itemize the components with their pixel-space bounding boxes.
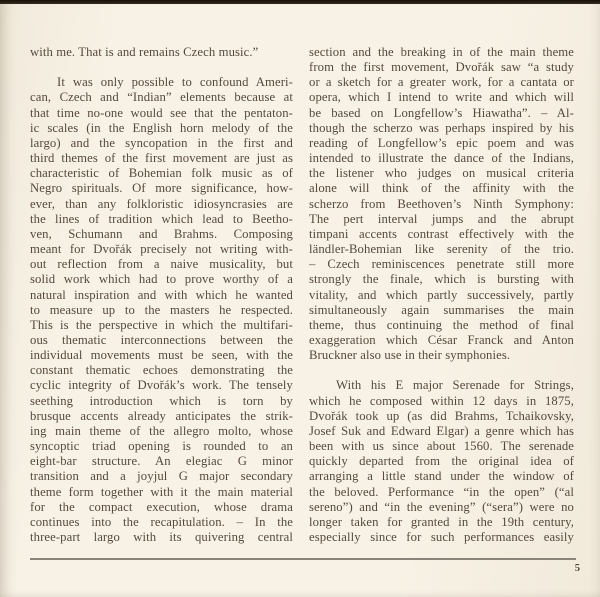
text-line: especially since for such performances easily bbox=[309, 530, 574, 544]
text-line: or a sketch for a greater work, for a cantata or bbox=[309, 75, 574, 90]
text-paragraph bbox=[30, 45, 293, 60]
text-line: With his E major Serenade for Strings, bbox=[336, 378, 574, 393]
text-line: be based on Longfellow’s Hiawatha”. – Al- bbox=[309, 105, 574, 120]
text-line: the lines of tradition which lead to Beetho- bbox=[30, 211, 293, 226]
text-paragraph bbox=[309, 378, 574, 545]
right-text-column bbox=[309, 45, 574, 545]
text-line: out reflection from a naive musicality, but bbox=[30, 257, 293, 272]
footer-rule bbox=[30, 558, 576, 560]
text-line: meant for Dvořák precisely not writing with- bbox=[30, 242, 293, 257]
text-line: sereno”) and “in the evening” (“sera”) were no bbox=[309, 499, 574, 514]
text-paragraph bbox=[309, 45, 574, 363]
text-line: alone will think of the affinity with the bbox=[309, 181, 574, 196]
text-line: timpani accents contrast effectively with the bbox=[309, 226, 574, 241]
text-line: the listener who judges on musical criteria bbox=[309, 166, 574, 181]
page-number: 5 bbox=[574, 563, 580, 574]
text-line: constant thematic echoes demonstrating the bbox=[30, 363, 293, 378]
text-line: Bruckner also use in their symphonies. bbox=[309, 348, 511, 363]
text-line: quickly departed from the original idea of bbox=[309, 454, 574, 469]
left-text-column bbox=[30, 45, 293, 545]
text-line: ever, than any folkloristic idiosyncrasies are bbox=[30, 196, 293, 211]
text-line: intended to illustrate the dance of the Indians, bbox=[309, 151, 574, 166]
text-line: three-part largo with its quivering central bbox=[30, 530, 293, 544]
text-line: arranging a little stand under the window of bbox=[309, 469, 574, 484]
text-line: brusque accents already anticipates the strik- bbox=[30, 408, 293, 423]
text-line: ländler-Bohemian like serenity of the trio. bbox=[309, 242, 574, 257]
text-line: Josef Suk and Edward Elgar) a genre which has bbox=[309, 423, 574, 438]
text-line: Dvořák took up (as did Brahms, Tchaikovsky, bbox=[309, 408, 574, 423]
text-line: cyclic integrity of Dvořák’s work. The tensely bbox=[30, 378, 293, 393]
text-line: been with us since about 1560. The serenade bbox=[309, 439, 574, 454]
text-line: for the compact execution, whose drama bbox=[30, 499, 293, 514]
text-line: to measure up to the masters he respected. bbox=[30, 302, 293, 317]
text-line: third themes of the first movement are just as bbox=[30, 151, 293, 166]
text-line: ing main theme of the allegro molto, whose bbox=[30, 423, 293, 438]
text-line: opera, which I intend to write and which will bbox=[309, 90, 574, 105]
text-line: syncoptic triad opening is rounded to an bbox=[30, 439, 293, 454]
text-line: theme, thus continuing the method of final bbox=[309, 317, 574, 332]
text-line: This is the perspective in which the multifari- bbox=[30, 317, 293, 332]
text-line: eight-bar structure. An elegiac G minor bbox=[30, 454, 293, 469]
text-line: ic scales (in the English horn melody of the bbox=[30, 120, 293, 135]
text-line: The pert interval jumps and the abrupt bbox=[309, 211, 574, 226]
text-line: transition and a joyjul G major secondary bbox=[30, 469, 293, 484]
text-line: simultaneously again summarises the main bbox=[309, 302, 574, 317]
text-line: It was only possible to confound Ameri- bbox=[57, 75, 293, 90]
text-line: Negro spirituals. Of more significance, how- bbox=[30, 181, 293, 196]
text-line: with me. That is and remains Czech music.” bbox=[30, 45, 259, 59]
text-line: ous thematic interconnections between the bbox=[30, 332, 293, 347]
text-line: solid work which had to prove worthy of a bbox=[30, 272, 293, 287]
text-line: individual movements must be seen, with the bbox=[30, 348, 293, 363]
text-line: vitality, and which partly successively, partly bbox=[309, 287, 574, 302]
text-line: ven, Schumann and Brahms. Composing bbox=[30, 226, 293, 241]
text-line: largo) and the syncopation in the first and bbox=[30, 135, 293, 150]
text-line: scherzo from Beethoven’s Ninth Symphony: bbox=[309, 196, 574, 211]
text-line: section and the breaking in of the main theme bbox=[309, 45, 574, 59]
text-line: which he composed within 12 days in 1875, bbox=[309, 393, 574, 408]
page-top-border bbox=[0, 0, 600, 4]
text-line: strongly the finale, which is bursting with bbox=[309, 272, 574, 287]
text-line: exaggeration which César Franck and Anton bbox=[309, 332, 574, 347]
text-line: theme form together with it the main material bbox=[30, 484, 293, 499]
text-paragraph bbox=[30, 75, 293, 545]
text-line: longer taken for granted in the 19th century, bbox=[309, 514, 574, 529]
text-line: though the scherzo was perhaps inspired by his bbox=[309, 120, 574, 135]
text-line: from the first movement, Dvořák saw “a study bbox=[309, 60, 574, 75]
text-line: the beloved. Performance “in the open” (“al bbox=[309, 484, 574, 499]
text-line: that time no-one would see that the pentaton- bbox=[30, 105, 293, 120]
text-line: continues into the recapitulation. – In the bbox=[30, 514, 293, 529]
text-line: characteristic of Bohemian folk music as of bbox=[30, 166, 293, 181]
text-line: can, Czech and “Indian” elements because at bbox=[30, 90, 293, 105]
text-line: seething introduction which is torn by bbox=[30, 393, 293, 408]
text-line: reading of Longfellow’s epic poem and was bbox=[309, 135, 574, 150]
text-line: natural inspiration and with which he wanted bbox=[30, 287, 293, 302]
text-line: – Czech reminiscences penetrate still more bbox=[309, 257, 574, 272]
